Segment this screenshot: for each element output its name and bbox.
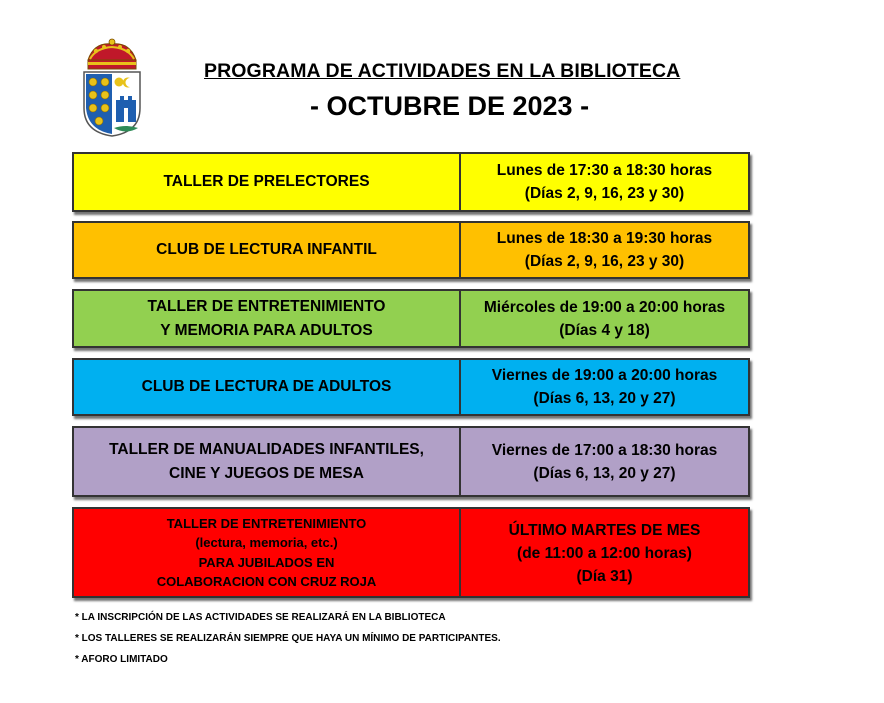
footnote: * LOS TALLERES SE REALIZARÁN SIEMPRE QUE HAYA UN MÍNIMO DE PARTICIPANTES. [75,633,501,644]
activity-name-line: CLUB DE LECTURA DE ADULTOS [141,378,392,395]
activity-name-line: PARA JUBILADOS EN [198,554,335,570]
activity-schedule [461,428,748,495]
activity-schedule-line: (Día 31) [576,568,633,585]
activity-row-jubilados-cruz-roja [72,507,750,598]
activity-row-memoria-adultos [72,289,750,348]
footnote: * AFORO LIMITADO [75,654,168,665]
activity-row-prelectores [72,152,750,212]
activity-schedule [461,360,748,414]
activity-schedule-line: (Días 4 y 18) [559,321,650,339]
activity-schedule [461,291,748,346]
activity-schedule-line: Lunes de 17:30 a 18:30 horas [496,162,713,179]
activity-schedule-line: (de 11:00 a 12:00 horas) [517,545,692,562]
activity-name-line: TALLER DE ENTRETENIMIENTO [147,297,386,315]
activity-row-manualidades [72,426,750,497]
activity-schedule [461,223,748,277]
activity-schedule-line: (Días 2, 9, 16, 23 y 30) [524,253,685,270]
activity-name-line: CLUB DE LECTURA INFANTIL [156,241,377,258]
activity-schedule-line: Lunes de 18:30 a 19:30 horas [496,230,713,247]
activity-name-line: (lectura, memoria, etc.) [195,535,338,550]
activity-name [74,428,461,495]
activity-schedule [461,154,748,210]
footnotes [75,611,501,674]
municipal-coat-of-arms [80,38,144,138]
activity-name-line: TALLER DE PRELECTORES [163,173,370,190]
activity-schedule-line: (Días 2, 9, 16, 23 y 30) [524,185,685,202]
activity-schedule-line: Miércoles de 19:00 a 20:00 horas [483,298,726,316]
page-title: PROGRAMA DE ACTIVIDADES EN LA BIBLIOTECA [204,60,681,82]
activity-row-club-infantil [72,221,750,279]
activity-name-line: TALLER DE MANUALIDADES INFANTILES, [109,440,424,458]
activity-schedule-line: Viernes de 19:00 a 20:00 horas [491,367,718,384]
activity-schedule-line: (Días 6, 13, 20 y 27) [533,464,676,482]
activity-schedule-line: Viernes de 17:00 a 18:30 horas [491,441,718,459]
activity-name [74,154,461,210]
activity-name-line: Y MEMORIA PARA ADULTOS [160,321,373,339]
activity-name [74,360,461,414]
activity-schedule-line: (Días 6, 13, 20 y 27) [533,390,676,407]
activity-name [74,223,461,277]
activity-schedule [461,509,748,596]
activity-name-line: COLABORACION CON CRUZ ROJA [156,574,377,589]
page-subtitle: - OCTUBRE DE 2023 - [310,91,590,121]
crown-icon [88,39,136,69]
activity-row-club-adultos [72,358,750,416]
activity-schedule-line: ÚLTIMO MARTES DE MES [508,522,701,539]
activity-name [74,291,461,346]
footnote: * LA INSCRIPCIÓN DE LAS ACTIVIDADES SE REALIZARÁ EN LA BIBLIOTECA [75,612,446,623]
activity-name-line: CINE Y JUEGOS DE MESA [169,464,364,482]
activity-name-line: TALLER DE ENTRETENIMIENTO [166,515,367,531]
activity-name [74,509,461,596]
